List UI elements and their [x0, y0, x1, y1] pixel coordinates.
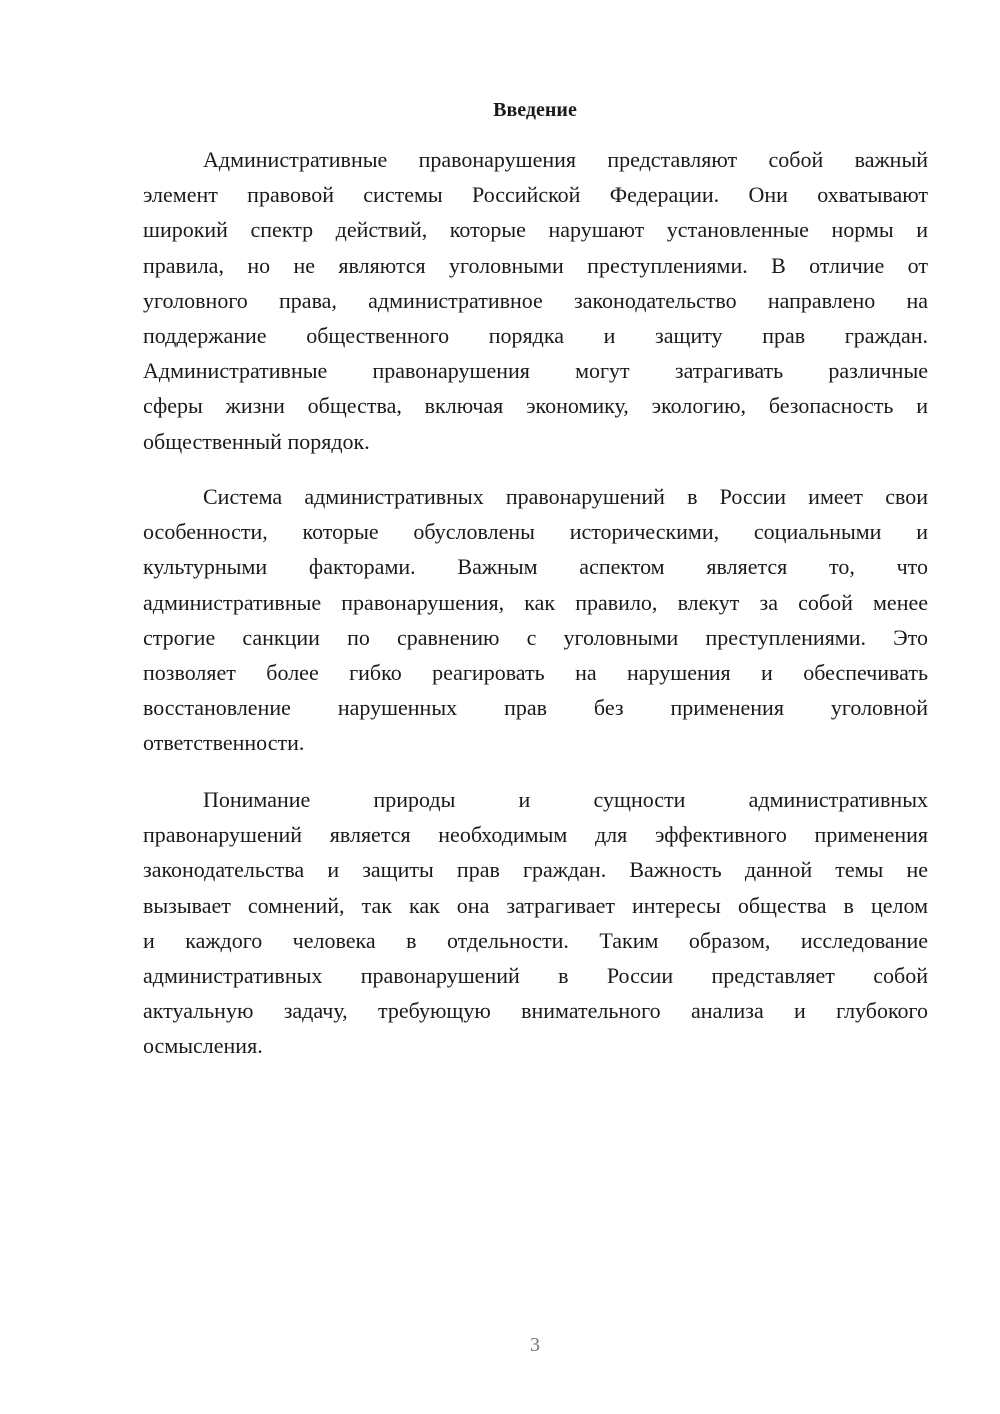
text-line: строгие санкции по сравнению с уголовными преступлениями. Это	[143, 624, 928, 650]
text-line: административных правонарушений в России представляет собой	[143, 962, 928, 988]
paragraph-3	[143, 782, 928, 1064]
text-line: общественный порядок.	[143, 428, 370, 454]
text-line: Система административных правонарушений в России имеет свои	[203, 484, 928, 509]
text-line: особенности, которые обусловлены историческими, социальными и	[143, 519, 928, 545]
text-line: поддержание общественного порядка и защиту прав граждан.	[143, 322, 928, 348]
text-line: сферы жизни общества, включая экономику, экологию, безопасность и	[143, 393, 928, 419]
text-line: уголовного права, административное законодательство направлено на	[143, 287, 928, 313]
text-line: вызывает сомнений, так как она затрагивает интересы общества в целом	[143, 892, 928, 918]
text-line: восстановление нарушенных прав без применения уголовной	[143, 695, 928, 721]
text-line: широкий спектр действий, которые нарушают установленные нормы и	[143, 217, 928, 243]
text-line: правонарушений является необходимым для эффективного применения	[143, 822, 928, 848]
text-line: культурными факторами. Важным аспектом является то, что	[143, 554, 928, 580]
text-line: административные правонарушения, как правило, влекут за собой менее	[143, 589, 928, 615]
text-line: Административные правонарушения представляют собой важный	[203, 147, 928, 172]
text-line: осмысления.	[143, 1033, 263, 1059]
paragraph-1	[143, 142, 928, 459]
paragraph-2	[143, 479, 928, 761]
text-line: элемент правовой системы Российской Федерации. Они охватывают	[143, 182, 928, 208]
page-number: 3	[530, 1334, 540, 1356]
text-line: позволяет более гибко реагировать на нарушения и обеспечивать	[143, 659, 928, 685]
section-title: Введение	[493, 99, 577, 121]
text-line: правила, но не являются уголовными преступлениями. В отличие от	[143, 252, 928, 278]
text-line: Административные правонарушения могут затрагивать различные	[143, 358, 928, 384]
text-line: и каждого человека в отдельности. Таким образом, исследование	[143, 927, 928, 953]
text-line: Понимание природы и сущности административных	[203, 787, 928, 812]
text-line: актуальную задачу, требующую внимательного анализа и глубокого	[143, 998, 928, 1024]
text-line: ответственности.	[143, 730, 305, 756]
text-line: законодательства и защиты прав граждан. Важность данной темы не	[143, 857, 928, 883]
